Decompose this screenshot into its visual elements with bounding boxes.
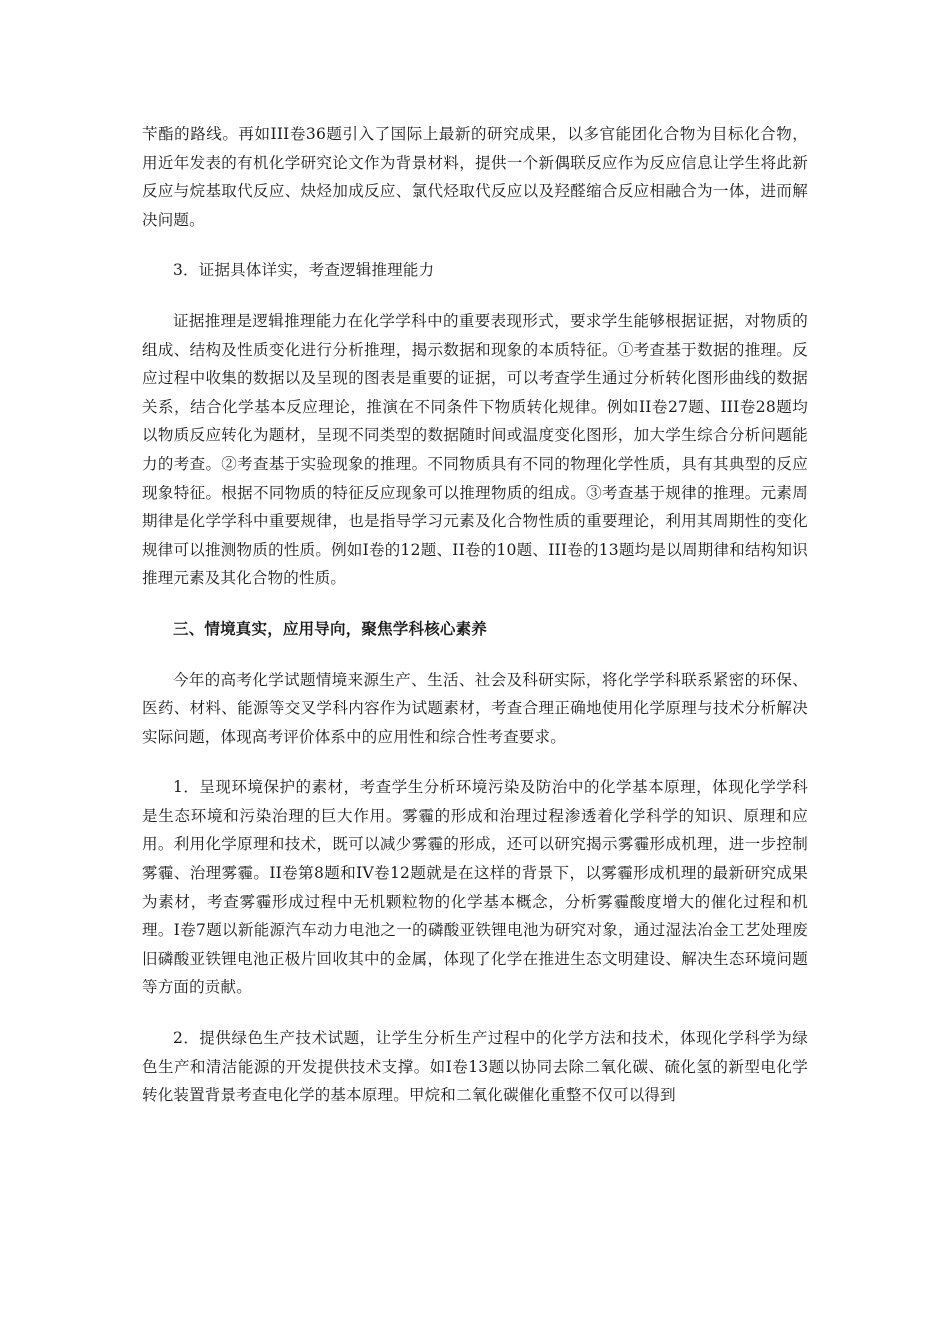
paragraph-gap xyxy=(142,593,808,615)
paragraph-gap xyxy=(142,234,808,256)
paragraph-gap xyxy=(142,644,808,666)
section-heading-three: 三、情境真实，应用导向，聚焦学科核心素养 xyxy=(173,618,488,638)
paragraph-gap xyxy=(142,1002,808,1024)
subheading-evidence-reasoning: 3．证据具体详实，考查逻辑推理能力 xyxy=(173,261,435,280)
paragraph-continuation: 苄酯的路线。再如III卷36题引入了国际上最新的研究成果，以多官能团化合物为目标化合物，用近年发表的有机化学研究论文作为背景材料，提供一个新偶联反应作为反应信息让学生将此新反应与烷基取代反应、炔烃加成反应、氯代烃取代反应以及羟醛缩合反应相融合为一体，进而解决问题。 xyxy=(142,125,808,229)
document-body xyxy=(142,120,808,1110)
paragraph-gap xyxy=(142,751,808,773)
paragraph-gap xyxy=(142,285,808,307)
paragraph-context-intro: 今年的高考化学试题情境来源生产、生活、社会及科研实际，将化学学科联系紧密的环保、医药、材料、能源等交叉学科内容作为试题素材，考查合理正确地使用化学原理与技术分析解决实际问题，体现高考评价体系中的应用性和综合性考查要求。 xyxy=(142,670,808,746)
paragraph-green-production: 2．提供绿色生产技术试题，让学生分析生产过程中的化学方法和技术，体现化学科学为绿色生产和清洁能源的开发提供技术支撑。如I卷13题以协同去除二氧化碳、硫化氢的新型电化学转化装置背景考查电化学的基本原理。甲烷和二氧化碳催化重整不仅可以得到 xyxy=(142,1029,808,1105)
paragraph-evidence-reasoning: 证据推理是逻辑推理能力在化学学科中的重要表现形式，要求学生能够根据证据，对物质的组成、结构及性质变化进行分析推理，揭示数据和现象的本质特征。①考查基于数据的推理。反应过程中收集的数据以及呈现的图表是重要的证据，可以考查学生通过分析转化图形曲线的数据关系，结合化学基本反应理论，推演在不同条件下物质转化规律。例如II卷27题、III卷28题均以物质反应转化为题材，呈现不同类型的数据随时间或温度变化图形，加大学生综合分析问题能力的考查。②考查基于实验现象的推理。不同物质具有不同的物理化学性质，具有其典型的反应现象特征。根据不同物质的特征反应现象可以推理物质的组成。③考查基于规律的推理。元素周期律是化学学科中重要规律，也是指导学习元素及化合物性质的重要理论，利用其周期性的变化规律可以推测物质的性质。例如I卷的12题、II卷的10题、III卷的13题均是以周期律和结构知识推理元素及其化合物的性质。 xyxy=(142,311,808,588)
paragraph-environment: 1．呈现环境保护的素材，考查学生分析环境污染及防治中的化学基本原理，体现化学学科是生态环境和污染治理的巨大作用。雾霾的形成和治理过程渗透着化学科学的知识、原理和应用。利用化学原理和技术，既可以减少雾霾的形成，还可以研究揭示雾霾形成机理，进一步控制雾霾、治理雾霾。II卷第8题和IV卷12题就是在这样的背景下，以雾霾形成机理的最新研究成果为素材，考查雾霾形成过程中无机颗粒物的化学基本概念，分析雾霾酸度增大的催化过程和机理。I卷7题以新能源汽车动力电池之一的磷酸亚铁锂电池为研究对象，通过湿法冶金工艺处理废旧磷酸亚铁锂电池正极片回收其中的金属，体现了化学在推进生态文明建设、解决生态环境问题等方面的贡献。 xyxy=(142,778,808,997)
